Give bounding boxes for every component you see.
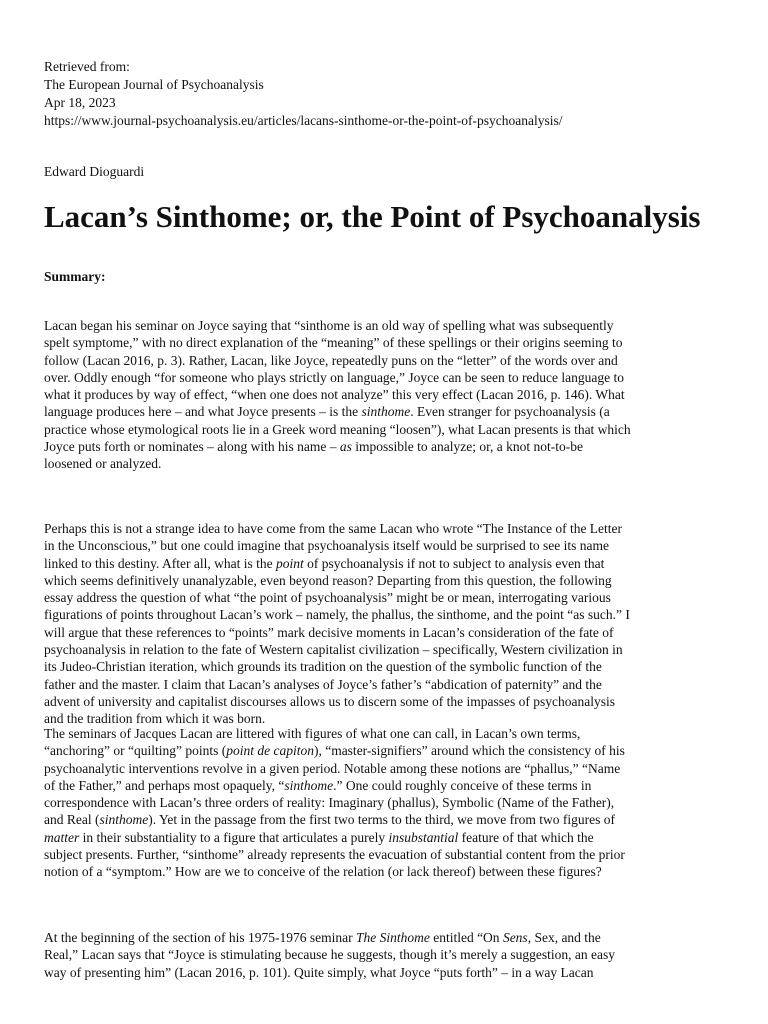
paragraph-3 [44, 725, 724, 881]
journal-name: The European Journal of Psychoanalysis [44, 77, 264, 92]
italic-term: point [275, 555, 304, 571]
retrieved-label: Retrieved from: [44, 59, 130, 74]
text-line: spelt symptome,” with no direct explanation of the “meaning” of these spellings or their origins seeming to [44, 335, 623, 351]
paragraph-2 [44, 520, 724, 728]
text-line: loosened or analyzed. [44, 456, 162, 472]
text-line: and the tradition from which it was born. [44, 711, 266, 727]
text-line: over. Oddly enough “for someone who plays strictly on language,” Joyce can be seen to reduce language to [44, 369, 624, 385]
text-line: way of presenting him” (Lacan 2016, p. 101). Quite simply, what Joyce “puts forth” – in a way Lacan [44, 964, 594, 980]
text-line: what it produces by way of effect, “when one does not analyze” this very effect (Lacan 2016, p. 146). What [44, 387, 625, 403]
paragraph-1 [44, 317, 724, 473]
author-name: Edward Dioguardi [44, 164, 145, 179]
text-line: which seems definitively unanalyzable, even beyond reason? Departing from this question, the following [44, 572, 612, 588]
text-line: Joyce puts forth or nominates – along with his name – as impossible to analyze; or, a knot not-to-be [44, 439, 583, 455]
italic-term: The Sinthome [355, 930, 430, 945]
italic-term: insubstantial [388, 829, 459, 845]
text-line: psychoanalysis in relation to the fate of Western capitalist civilization – specifically, Western civilization in [44, 642, 623, 658]
text-line: father and the master. I claim that Lacan’s analyses of Joyce’s father’s “abdication of paternity” and the [44, 676, 602, 692]
italic-term: Sens [502, 930, 528, 945]
italic-term: as [339, 439, 352, 455]
italic-term: sinthome [99, 812, 149, 828]
italic-term: sinthome [361, 404, 411, 420]
retrieved-date: Apr 18, 2023 [44, 95, 116, 110]
text-line: practice whose etymological roots lie in a Greek word meaning “loosen”), what Lacan presents is that which [44, 421, 631, 437]
text-line: language produces here – and what Joyce presents – is the sinthome. Even stranger for psychoanalysis (a [44, 404, 610, 420]
italic-term: sinthome [284, 777, 334, 793]
text-line: its Judeo-Christian iteration, which grounds its tradition on the question of the symbolic function of the [44, 659, 602, 675]
paragraph-4 [44, 929, 724, 981]
text-line: and Real (sinthome). Yet in the passage from the first two terms to the third, we move from two figures of [44, 812, 616, 828]
text-line: correspondence with Lacan’s three orders of reality: Imaginary (phallus), Symbolic (Name of the Father), [44, 795, 615, 811]
text-line: follow (Lacan 2016, p. 3). Rather, Lacan, like Joyce, repeatedly puns on the “letter” of the words over and [44, 352, 618, 368]
text-line: matter in their substantiality to a figure that articulates a purely insubstantial feature of that which the [44, 829, 594, 845]
text-line: subject presents. Further, “sinthome” already represents the evacuation of substantial content from the prior [44, 847, 625, 863]
text-line: of the Father,” and perhaps most opaquely, “sinthome.” One could roughly conceive of these terms in [44, 777, 592, 793]
text-line: figurations of points throughout Lacan’s work – namely, the phallus, the sinthome, and the point “as such.” I [44, 607, 630, 623]
text-line: Lacan began his seminar on Joyce saying that “sinthome is an old way of spelling what was subsequently [44, 318, 614, 333]
text-line: notion of a “symptom.” How are we to conceive of the relation (or lack thereof) between these figures? [44, 864, 602, 880]
text-line: in the Unconscious,” but one could imagine that psychoanalysis itself would be surprised to see its name [44, 538, 610, 554]
article-title: Lacan’s Sinthome; or, the Point of Psychoanalysis [44, 199, 701, 234]
summary-heading: Summary: [44, 269, 106, 284]
text-line: “anchoring” or “quilting” points (point de capiton), “master-signifiers” around which the consistency of his [44, 743, 625, 759]
document-page [44, 58, 724, 980]
text-line: At the beginning of the section of his 1975-1976 seminar The Sinthome entitled “On Sens, Sex, and the [44, 930, 601, 945]
source-header [44, 58, 724, 130]
text-line: Perhaps this is not a strange idea to have come from the same Lacan who wrote “The Instance of the Letter [44, 521, 623, 536]
text-line: Real,” Lacan says that “Joyce is stimulating because he suggests, though it’s merely a suggestion, an easy [44, 947, 615, 963]
text-line: advent of university and capitalist discourses allows us to discern some of the impasses of psychoanalysis [44, 693, 616, 709]
italic-term: matter [44, 829, 80, 845]
text-line: essay address the question of what “the point of psychoanalysis” might be or mean, interrogating various [44, 590, 611, 606]
text-line: The seminars of Jacques Lacan are littered with figures of what one can call, in Lacan’s own terms, [44, 726, 581, 741]
text-line: psychoanalytic interventions revolve in a given period. Notable among these notions are “phallus,” “Name [44, 760, 621, 776]
text-line: will argue that these references to “points” mark decisive moments in Lacan’s consideration of the fate of [44, 624, 614, 640]
text-line: linked to this destiny. After all, what is the point of psychoanalysis if not to subject to analysis even that [44, 555, 605, 571]
italic-term: point de capiton [226, 743, 314, 759]
source-url: https://www.journal-psychoanalysis.eu/articles/lacans-sinthome-or-the-point-of-psychoanalysis/ [44, 113, 563, 128]
